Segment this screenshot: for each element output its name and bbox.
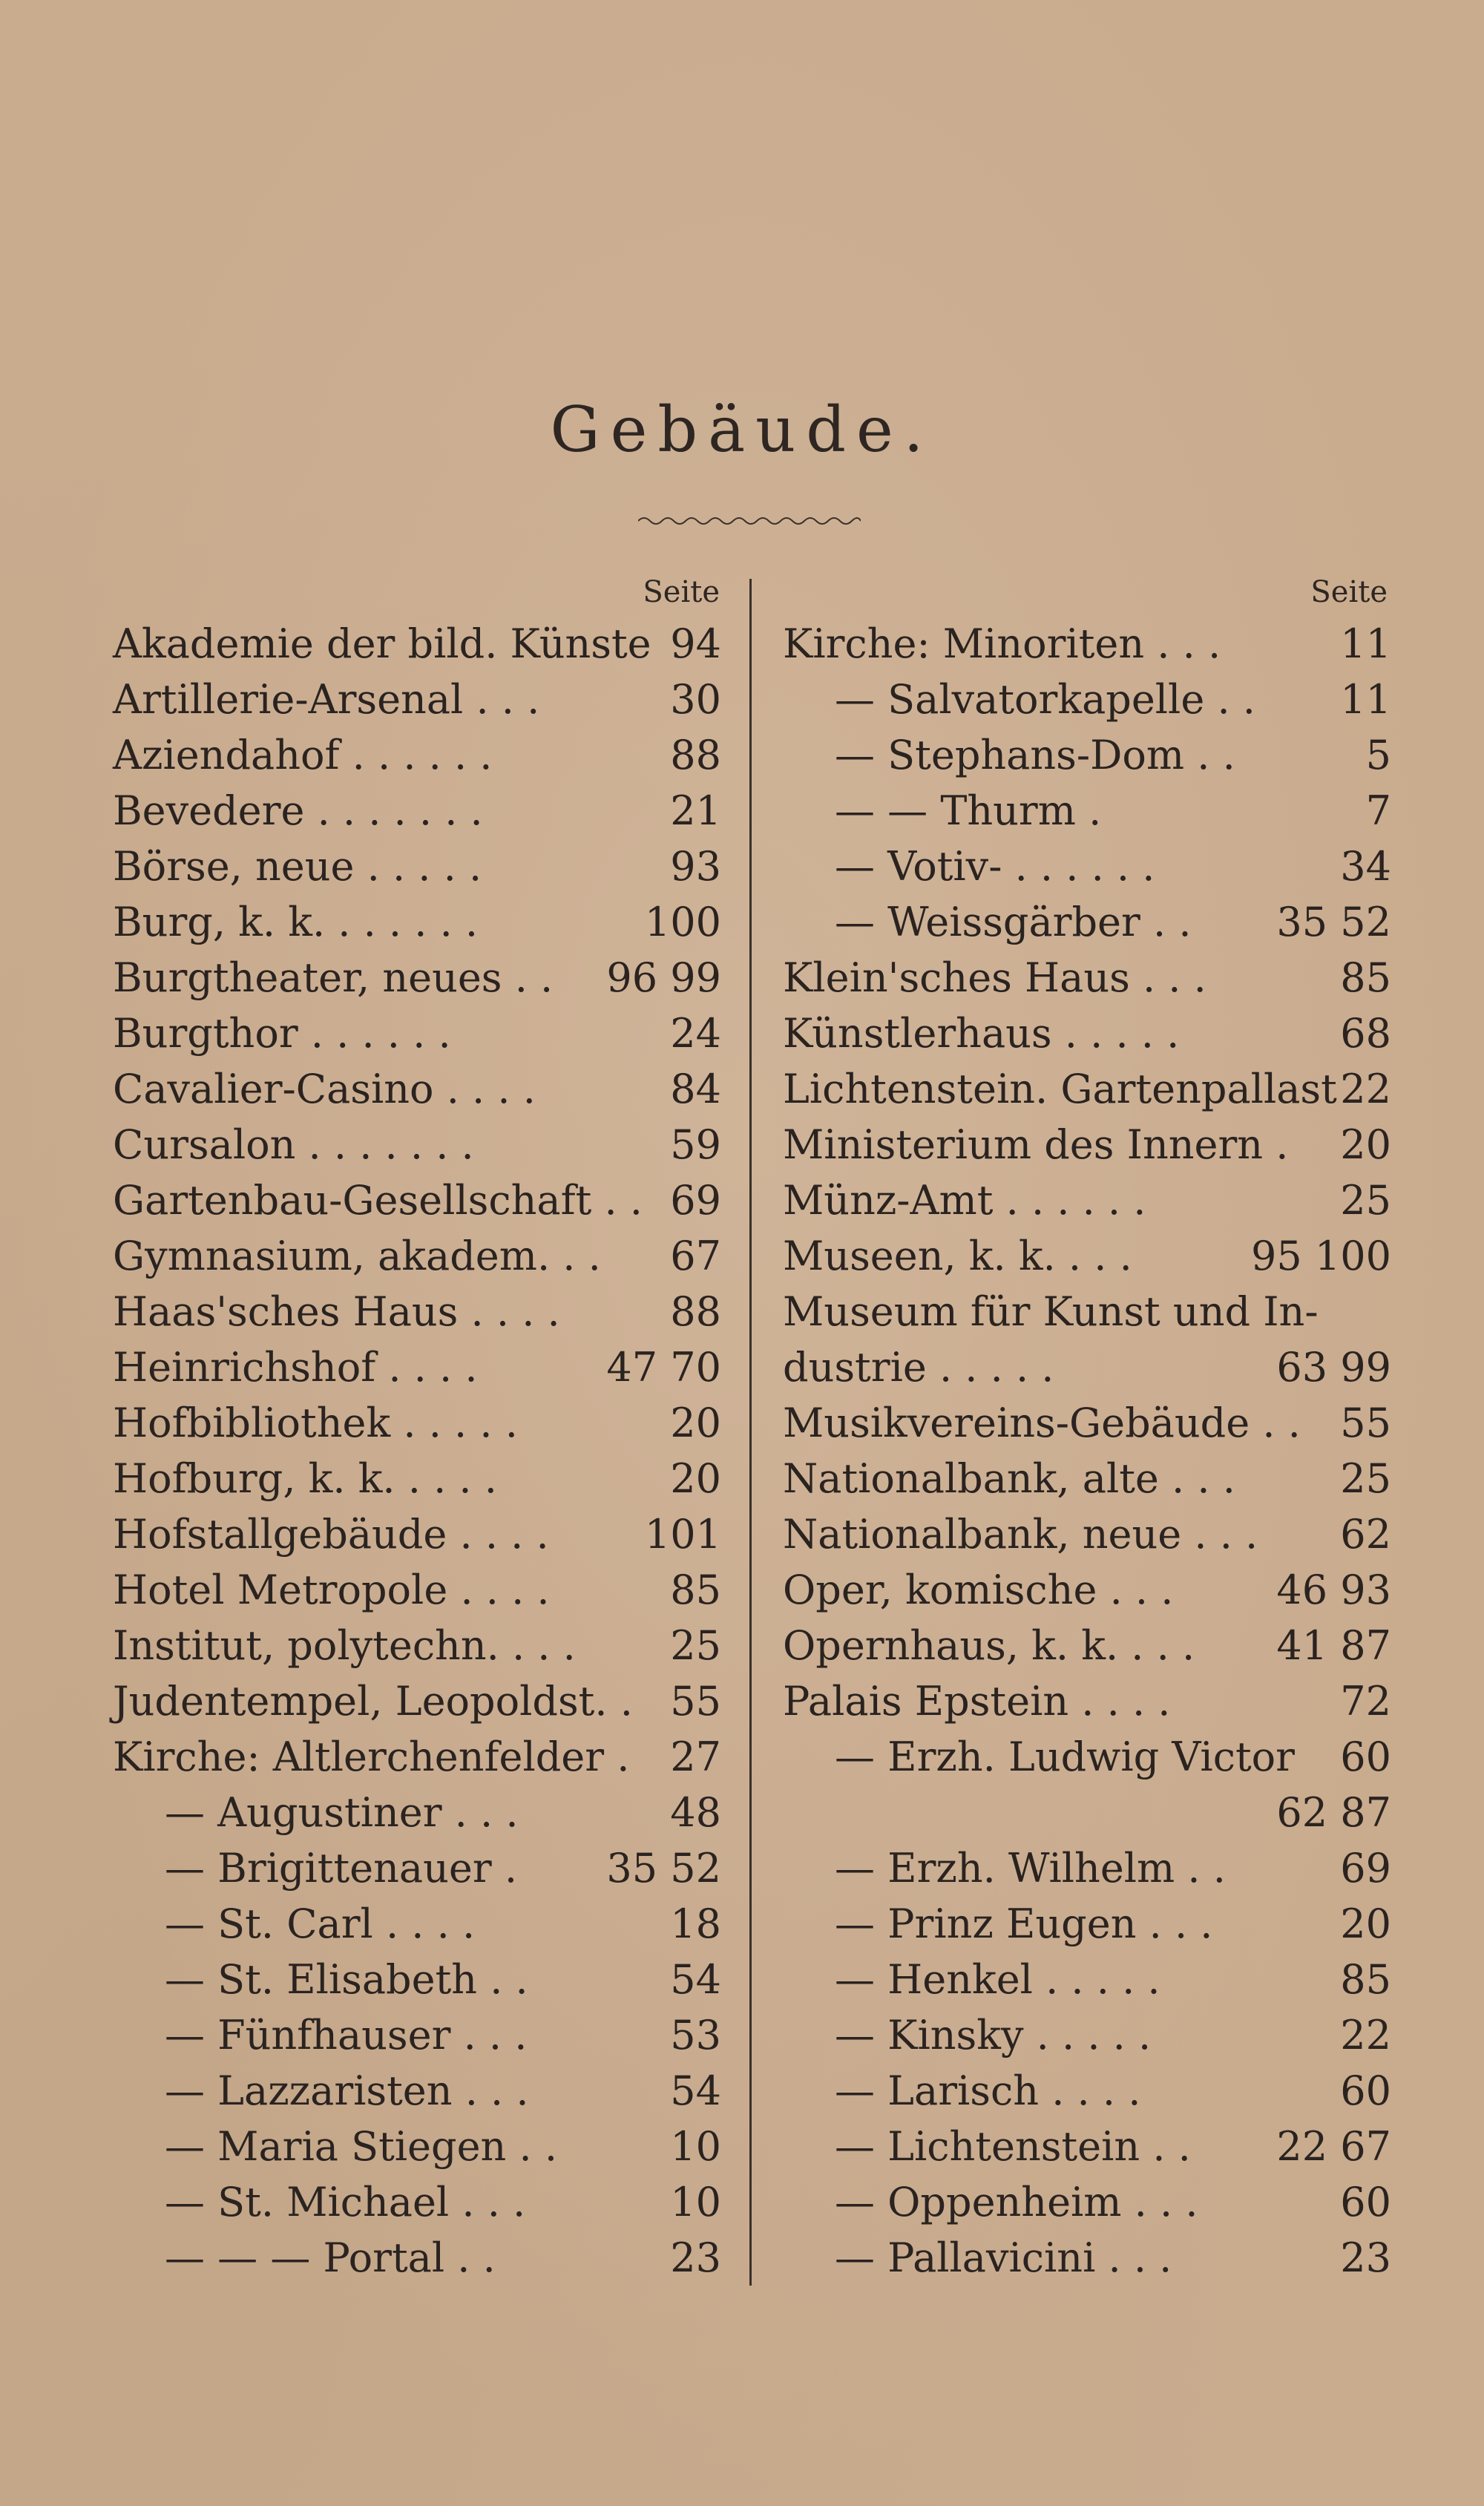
entry-label: — St. Carl . . . . [165,1900,476,1947]
entry-label: — Kinsky . . . . . [835,2012,1152,2059]
index-entry [113,1006,721,1061]
index-entry [113,2007,721,2063]
entry-label: Nationalbank, neue . . . [783,1511,1258,1558]
entry-label: Hofstallgebäude . . . . [113,1511,549,1558]
entry-pages: 20 [670,1400,721,1446]
entry-label: — Stephans-Dom . . [835,732,1235,778]
entry-pages: 7 [1365,787,1391,834]
entry-pages: 48 [670,1789,721,1836]
index-entry [783,1785,1391,1840]
index-entry [113,1673,721,1729]
index-entry [783,1729,1391,1785]
index-entry [783,2230,1391,2286]
index-entry [113,672,721,727]
entry-pages: 85 [1340,1956,1391,2003]
entry-pages: 23 [1340,2234,1391,2281]
entry-label: Börse, neue . . . . . [113,843,482,890]
entry-label: — Erzh. Ludwig Victor [835,1733,1295,1780]
entry-pages: 20 [1340,1121,1391,1168]
index-entry [783,1006,1391,1061]
entry-label: Kirche: Minoriten . . . [783,620,1221,667]
entry-pages: 54 [670,2067,721,2114]
entry-label: Lichtenstein. Gartenpallast [783,1066,1337,1112]
index-entry [783,1228,1391,1284]
index-entry [783,894,1391,950]
entry-label: Haas'sches Haus . . . . [113,1288,560,1335]
entry-label: dustrie . . . . . [783,1344,1054,1391]
entry-label: Aziendahof . . . . . . [113,732,493,778]
entry-label: Musikvereins-Gebäude . . [783,1400,1301,1446]
entry-label: Institut, polytechn. . . . [113,1622,576,1669]
entry-label: — St. Michael . . . [165,2179,526,2225]
entry-label: Artillerie-Arsenal . . . [113,676,540,723]
right-column [783,616,1391,2286]
entry-label: — — — Portal . . [165,2234,496,2281]
entry-label: — Lichtenstein . . [835,2123,1191,2170]
entry-label: Burg, k. k. . . . . . . [113,899,479,945]
entry-label: — Maria Stiegen . . [165,2123,557,2170]
entry-label: — Henkel . . . . . [835,1956,1160,2003]
index-entry [113,1896,721,1952]
entry-pages: 21 [670,787,721,834]
index-entry [783,2174,1391,2230]
entry-label: — Pallavicini . . . [835,2234,1172,2281]
entry-label: Opernhaus, k. k. . . . [783,1622,1195,1669]
index-entry [113,1562,721,1618]
index-entry [113,2174,721,2230]
seite-header-left: Seite [643,575,720,609]
entry-pages: 84 [670,1066,721,1112]
index-entry [113,1451,721,1506]
index-entry [113,1506,721,1562]
index-entry [783,1395,1391,1451]
entry-label: Oper, komische . . . [783,1567,1174,1613]
entry-pages: 85 [1340,954,1391,1001]
entry-label: — Augustiner . . . [165,1789,519,1836]
entry-pages: 69 [670,1177,721,1224]
entry-label: — Larisch . . . . [835,2067,1141,2114]
page-title: Gebäude. [550,393,934,466]
entry-pages: 60 [1340,2067,1391,2114]
entry-pages: 85 [670,1567,721,1613]
entry-pages: 100 [644,899,721,945]
entry-label: Cavalier-Casino . . . . [113,1066,536,1112]
entry-pages: 10 [670,2123,721,2170]
entry-label: Cursalon . . . . . . . [113,1121,474,1168]
index-entry [113,1284,721,1339]
index-entry [113,1061,721,1117]
entry-pages: 94 [670,620,721,667]
index-entry [783,672,1391,727]
index-entry [783,1451,1391,1506]
index-entry [783,783,1391,839]
entry-label: Burgtheater, neues . . [113,954,554,1001]
index-entry [783,950,1391,1006]
entry-pages: 60 [1340,2179,1391,2225]
entry-pages: 55 [670,1678,721,1725]
index-entry [113,950,721,1006]
entry-pages: 54 [670,1956,721,2003]
index-entry [783,2007,1391,2063]
index-entry [783,1061,1391,1117]
left-column [113,616,721,2286]
entry-pages: 34 [1340,843,1391,890]
entry-pages: 23 [670,2234,721,2281]
index-entry [783,616,1391,672]
entry-label: — Erzh. Wilhelm . . [835,1845,1226,1892]
entry-pages: 22 [1340,1066,1391,1112]
entry-label: — St. Elisabeth . . [165,1956,528,2003]
index-entry [783,1562,1391,1618]
entry-label: — Salvatorkapelle . . [835,676,1255,723]
entry-pages: 18 [670,1900,721,1947]
entry-pages: 30 [670,676,721,723]
index-entry [113,2119,721,2174]
entry-label: Gartenbau-Gesellschaft . . [113,1177,643,1224]
entry-label: Hofbibliothek . . . . . [113,1400,518,1446]
entry-label: Burgthor . . . . . . [113,1010,451,1057]
entry-pages: 55 [1340,1400,1391,1446]
entry-pages: 63 99 [1276,1344,1391,1391]
entry-pages: 11 [1340,676,1391,723]
entry-pages: 25 [1340,1177,1391,1224]
index-entry [113,1339,721,1395]
entry-pages: 72 [1340,1678,1391,1725]
entry-label: Museen, k. k. . . . [783,1233,1132,1279]
entry-label: — Weissgärber . . [835,899,1192,945]
entry-pages: 20 [670,1455,721,1502]
index-entry [783,1506,1391,1562]
index-entry [113,783,721,839]
index-entry [783,1896,1391,1952]
entry-label: Kirche: Altlerchenfelder . [113,1733,630,1780]
entry-pages: 68 [1340,1010,1391,1057]
entry-pages: 95 100 [1251,1233,1391,1279]
index-entry [113,1172,721,1228]
entry-pages: 59 [670,1121,721,1168]
index-entry [783,1673,1391,1729]
entry-pages: 101 [644,1511,721,1558]
index-entry [113,2063,721,2119]
entry-pages: 25 [670,1622,721,1669]
index-entry [783,839,1391,894]
index-entry [113,894,721,950]
entry-pages: 88 [670,732,721,778]
entry-label: — Fünfhauser . . . [165,2012,528,2059]
entry-label: — Votiv- . . . . . . [835,843,1155,890]
entry-label: Gymnasium, akadem. . . [113,1233,601,1279]
entry-label: Akademie der bild. Künste [113,620,651,667]
entry-label: Heinrichshof . . . . [113,1344,478,1391]
entry-pages: 46 93 [1276,1567,1391,1613]
entry-pages: 96 99 [606,954,721,1001]
index-entry [113,839,721,894]
index-entry [783,2063,1391,2119]
entry-label: Münz-Amt . . . . . . [783,1177,1146,1224]
entry-pages: 11 [1340,620,1391,667]
entry-label: — — Thurm . [835,787,1102,834]
index-entry [113,727,721,783]
entry-pages: 22 67 [1276,2123,1391,2170]
title-ornament [638,512,861,530]
index-entry [783,1618,1391,1673]
entry-pages: 53 [670,2012,721,2059]
index-entry [113,1840,721,1896]
entry-pages: 27 [670,1733,721,1780]
index-entry [113,1785,721,1840]
entry-label: Ministerium des Innern . [783,1121,1289,1168]
entry-pages: 88 [670,1288,721,1335]
entry-pages: 22 [1340,2012,1391,2059]
index-entry [783,1952,1391,2007]
index-entry [113,1729,721,1785]
index-entry [113,1952,721,2007]
index-entry [783,727,1391,783]
entry-label: Klein'sches Haus . . . [783,954,1206,1001]
entry-pages: 35 52 [606,1845,721,1892]
entry-label: Judentempel, Leopoldst. . [113,1678,633,1725]
entry-label: Nationalbank, alte . . . [783,1455,1235,1502]
entry-pages: 47 70 [606,1344,721,1391]
entry-label: Hotel Metropole . . . . [113,1567,550,1613]
entry-label: — Prinz Eugen . . . [835,1900,1213,1947]
entry-label: — Brigittenauer . [165,1845,517,1892]
seite-header-right: Seite [1310,575,1388,609]
entry-label: — Oppenheim . . . [835,2179,1198,2225]
entry-label: Museum für Kunst und In- [783,1288,1319,1335]
column-divider [749,579,752,2286]
entry-pages: 62 87 [1276,1789,1391,1836]
entry-label: — Lazzaristen . . . [165,2067,529,2114]
index-entry [783,2119,1391,2174]
index-entry [783,1284,1391,1339]
index-entry [783,1840,1391,1896]
index-entry [113,1618,721,1673]
entry-pages: 62 [1340,1511,1391,1558]
index-entry [783,1117,1391,1172]
entry-pages: 35 52 [1276,899,1391,945]
index-entry [113,1117,721,1172]
entry-pages: 5 [1365,732,1391,778]
index-entry [113,1228,721,1284]
entry-label: Bevedere . . . . . . . [113,787,483,834]
entry-pages: 67 [670,1233,721,1279]
entry-label: Palais Epstein . . . . [783,1678,1171,1725]
entry-pages: 10 [670,2179,721,2225]
index-entry [113,616,721,672]
entry-pages: 93 [670,843,721,890]
entry-pages: 20 [1340,1900,1391,1947]
index-entry [783,1172,1391,1228]
entry-pages: 60 [1340,1733,1391,1780]
entry-pages: 69 [1340,1845,1391,1892]
entry-pages: 25 [1340,1455,1391,1502]
index-entry [113,1395,721,1451]
entry-pages: 41 87 [1276,1622,1391,1669]
entry-label: Künstlerhaus . . . . . [783,1010,1180,1057]
entry-pages: 24 [670,1010,721,1057]
entry-label: Hofburg, k. k. . . . . [113,1455,497,1502]
index-entry [113,2230,721,2286]
index-entry [783,1339,1391,1395]
